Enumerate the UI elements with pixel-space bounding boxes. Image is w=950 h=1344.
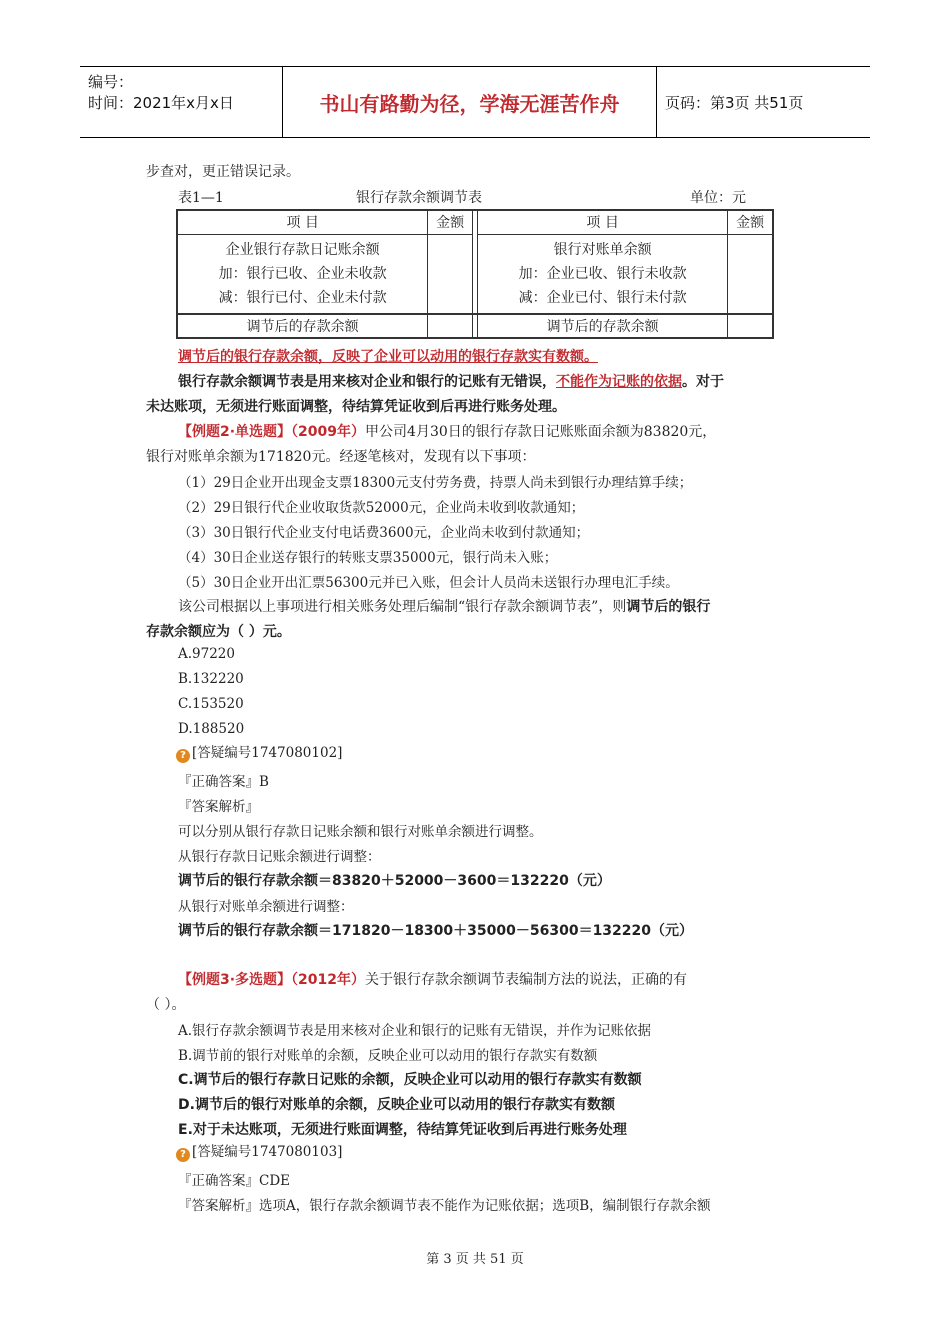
- option-a: A.97220: [178, 646, 235, 662]
- time-label: 时间：2021年x月x日: [88, 94, 234, 112]
- option-b: B.调节前的银行对账单的余额，反映企业可以动用的银行存款实有数额: [178, 1048, 598, 1064]
- right-item: 加：企业已收、银行未收款: [518, 265, 687, 282]
- option-c: C.153520: [178, 696, 244, 712]
- note-red: 调节后的银行存款余额，反映了企业可以动用的银行存款实有数额。: [178, 349, 598, 365]
- table-header: 金额: [728, 210, 773, 234]
- example2-question-line2: 存款余额应为（ ）元。: [146, 624, 291, 640]
- table-caption-title: 银行存款余额调节表: [356, 190, 482, 206]
- example2-stem1: 甲公司4月30日的银行存款日记账账面余额为83820元，: [365, 424, 717, 440]
- example2-item: （3）30日银行代企业支付电话费3600元，企业尚未收到付款通知；: [178, 525, 590, 541]
- option-c: C.调节后的银行存款日记账的余额，反映企业可以动用的银行存款实有数额: [178, 1072, 642, 1088]
- table-header: 项 目: [477, 210, 727, 234]
- page-footer: 第 3 页 共 51 页: [426, 1252, 524, 1267]
- example2-item: （5）30日企业开出汇票56300元并已入账，但会计人员尚未送银行办理电汇手续。: [178, 575, 679, 591]
- option-a: A.银行存款余额调节表是用来核对企业和银行的记账有无错误，并作为记账依据: [178, 1023, 652, 1039]
- qa-number: [答疑编号1747080102]: [192, 745, 343, 761]
- amount-cell: [728, 314, 773, 338]
- right-item: 银行对账单余额: [553, 241, 652, 258]
- right-total: 调节后的存款余额: [477, 314, 727, 338]
- example2-question-normal: 该公司根据以上事项进行相关账务处理后编制“银行存款余额调节表”，则: [178, 599, 627, 615]
- formula-1: 调节后的银行存款余额＝83820＋52000－3600＝132220（元）: [178, 873, 611, 889]
- note2-part3: 。对于: [682, 374, 724, 390]
- note2-line2: 未达账项，无须进行账面调整，待结算凭证收到后再进行账务处理。: [146, 399, 566, 415]
- note2-part2: 不能作为记账的依据: [556, 374, 682, 390]
- option-d: D.调节后的银行对账单的余额，反映企业可以动用的银行存款实有数额: [178, 1097, 615, 1113]
- analysis-line: 从银行对账单余额进行调整：: [178, 899, 354, 915]
- question-icon: ?: [176, 749, 190, 763]
- qa-number-line: [176, 1140, 342, 1162]
- example3-stem1: 关于银行存款余额调节表编制方法的说法，正确的有: [365, 972, 688, 988]
- reconciliation-table: [176, 209, 774, 339]
- question-icon: ?: [176, 1148, 190, 1162]
- left-items-cell: [177, 234, 428, 314]
- page-header: [80, 66, 870, 138]
- table-caption-left: 表1—1: [178, 190, 224, 206]
- option-e: E.对于未达账项，无须进行账面调整，待结算凭证收到后再进行账务处理: [178, 1122, 627, 1138]
- formula-2: 调节后的银行存款余额＝171820－18300＋35000－56300＝132220（元）: [178, 923, 694, 939]
- note2-part1: 银行存款余额调节表是用来核对企业和银行的记账有无错误，: [178, 374, 556, 390]
- intro-line: 步查对，更正错误记录。: [146, 164, 300, 180]
- left-item: 加：银行已收、企业未收款: [218, 265, 387, 282]
- table-header-row: [177, 210, 773, 234]
- example2-item: （2）29日银行代企业收取货款52000元，企业尚未收到收款通知；: [178, 500, 585, 516]
- number-label: 编号：: [88, 73, 134, 91]
- option-b: B.132220: [178, 671, 244, 687]
- example2-item: （4）30日企业送存银行的转账支票35000元，银行尚未入账；: [178, 550, 558, 566]
- example3-tag: 【例题3·多选题】（2012年）: [178, 972, 366, 988]
- left-item: 企业银行存款日记账余额: [225, 241, 380, 258]
- analysis-line: 从银行存款日记账余额进行调整：: [178, 849, 381, 865]
- example2-stem2: 银行对账单余额为171820元。经逐笔核对，发现有以下事项：: [146, 449, 536, 465]
- qa-number-line: [176, 741, 342, 763]
- table-header: 项 目: [177, 210, 428, 234]
- qa-number: [答疑编号1747080103]: [192, 1144, 343, 1160]
- table-caption-unit: 单位：元: [690, 190, 746, 206]
- left-item: 减：银行已付、企业未付款: [218, 289, 387, 306]
- table-header: 金额: [428, 210, 473, 234]
- example3-stem2: （ ）。: [146, 997, 186, 1013]
- example2-tag: 【例题2·单选题】（2009年）: [178, 424, 366, 440]
- header-page-info: 页码：第3页 共51页: [665, 93, 804, 112]
- analysis-line: 『答案解析』选项A，银行存款余额调节表不能作为记账依据；选项B，编制银行存款余额: [178, 1198, 711, 1214]
- example2-line1: [178, 421, 716, 441]
- amount-cell: [428, 314, 473, 338]
- left-total: 调节后的存款余额: [177, 314, 428, 338]
- header-motto: 书山有路勤为径，学海无涯苦作舟: [283, 67, 657, 137]
- option-d: D.188520: [178, 721, 245, 737]
- analysis-line: 可以分别从银行存款日记账余额和银行对账单余额进行调整。: [178, 824, 543, 840]
- table-total-row: [177, 314, 773, 338]
- table-body-row: [177, 234, 773, 314]
- right-item: 减：企业已付、银行未付款: [518, 289, 687, 306]
- analysis-label: 『答案解析』: [178, 799, 259, 815]
- header-meta: [80, 67, 283, 137]
- correct-answer: 『正确答案』B: [178, 774, 269, 790]
- note2-line1: [178, 371, 724, 391]
- amount-cell: [428, 234, 473, 314]
- example2-question-line1: [178, 596, 710, 616]
- correct-answer: 『正确答案』CDE: [178, 1173, 291, 1189]
- right-items-cell: [477, 234, 727, 314]
- example2-item: （1）29日企业开出现金支票18300元支付劳务费，持票人尚未到银行办理结算手续；: [178, 475, 693, 491]
- example2-question-bold: 调节后的银行: [626, 599, 711, 615]
- amount-cell: [728, 234, 773, 314]
- example3-line1: [178, 969, 687, 989]
